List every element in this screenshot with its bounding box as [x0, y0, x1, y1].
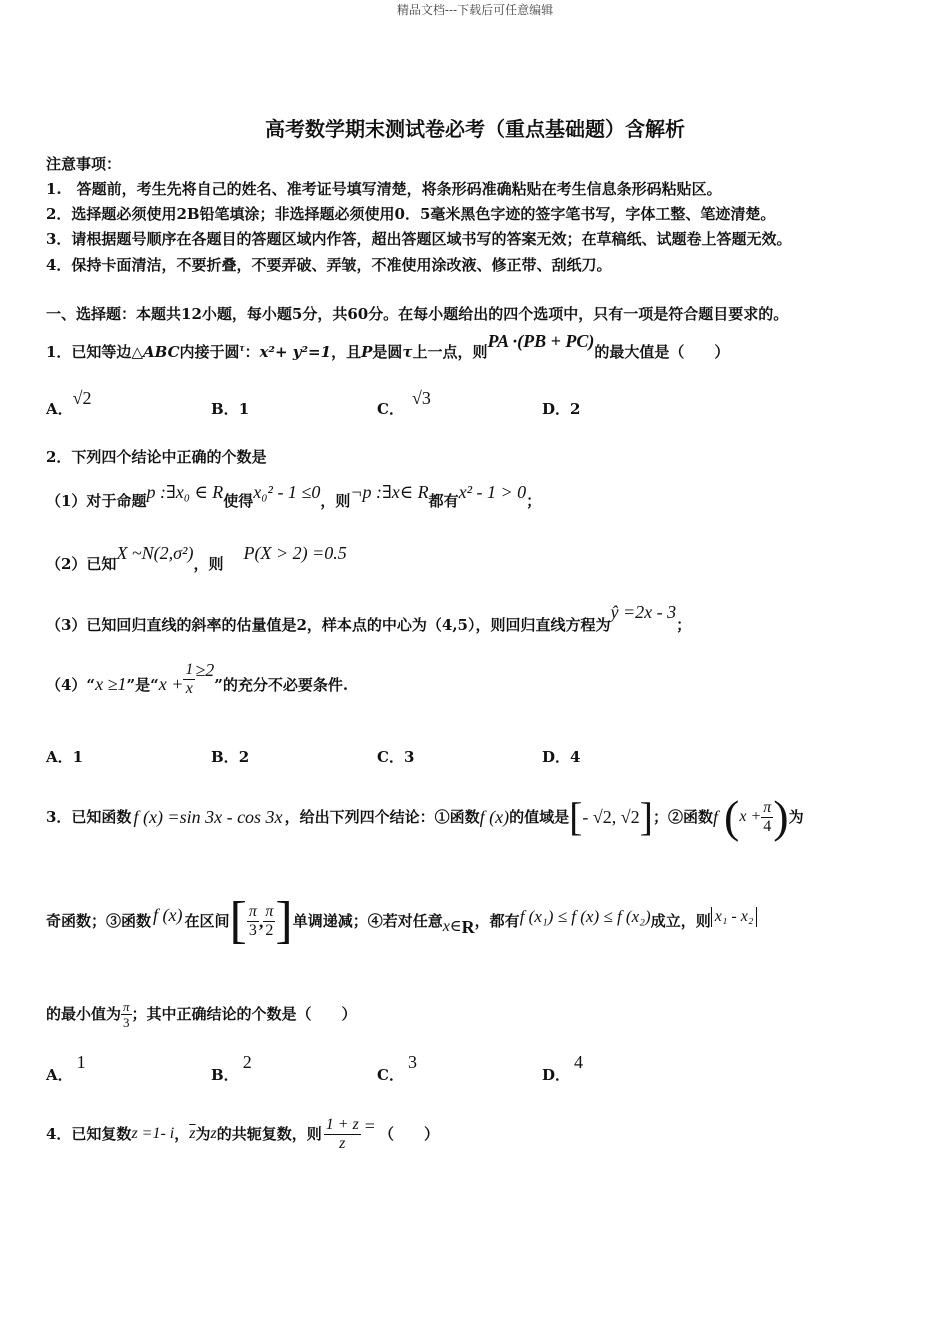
q3-text: ；其中正确结论的个数是（ ）: [131, 1005, 357, 1023]
q3-fraction: [247, 903, 259, 940]
q1-tau: τ: [402, 343, 413, 361]
q2-text: ”的充分不必要条件.: [214, 676, 349, 694]
option-label: B．: [211, 748, 239, 766]
q2-option-d[interactable]: [542, 746, 580, 767]
q4-equals: =: [364, 1116, 375, 1136]
q1-text: 上一点，则: [412, 343, 488, 361]
q1-option-d[interactable]: [542, 398, 580, 419]
question-3-line-3: [46, 992, 357, 1036]
q1-option-b[interactable]: [211, 398, 249, 419]
q2-math: x +: [158, 674, 184, 694]
q4-text: 4．已知复数: [46, 1125, 132, 1143]
option-label: C．: [377, 1066, 404, 1084]
q2-text: ；: [526, 492, 542, 510]
q3-option-c[interactable]: [377, 1052, 417, 1085]
fraction-denominator: z: [339, 1134, 346, 1152]
q1-text: 是圆: [372, 343, 403, 361]
q3-option-d[interactable]: [542, 1052, 584, 1085]
q2-text: （3）已知回归直线的斜率的估量值是2，样本点的中心为（4,5），则回归直线方程为: [46, 616, 611, 634]
notice-item: 3．请根据题号顺序在各题目的答题区域内作答，超出答题区域书写的答案无效；在草稿纸、试题卷上答题无效。: [46, 230, 792, 248]
q3-real-set: R: [461, 917, 475, 937]
question-3-line-1: [46, 791, 804, 842]
question-4-stem: [46, 1110, 439, 1158]
q1-option-a[interactable]: [46, 388, 92, 419]
option-value: 1: [238, 400, 250, 418]
q2-text: ，则: [193, 555, 224, 573]
q3-fraction: [263, 903, 275, 940]
q1-circle-equation: x²+ y²=1: [259, 343, 332, 361]
option-label: C．: [377, 748, 404, 766]
q3-text: 在区间: [184, 912, 230, 930]
option-value: √3: [411, 388, 431, 408]
notice-heading: 注意事项：: [46, 155, 122, 173]
q2-statement-4: [46, 660, 349, 698]
q3-text: ，给出下列四个结论：①函数: [284, 808, 480, 826]
notice-item: 1. 答题前，考生先将自己的姓名、准考证号填写清楚，将条形码准确粘贴在考生信息条形码粘贴区。: [46, 180, 722, 198]
q2-statement-3: [46, 602, 692, 635]
q4-conjugate: $\overline{z}$: [189, 1125, 196, 1142]
q1-tau: τ: [239, 342, 245, 354]
q2-option-b[interactable]: [211, 746, 249, 767]
q2-text: ，则: [320, 492, 351, 510]
q4-complex-number: z =1- i: [131, 1125, 175, 1142]
fraction-numerator: 1 + z: [325, 1115, 359, 1133]
q2-fraction: [183, 661, 195, 698]
q2-math: ŷ =2x - 3: [610, 602, 677, 622]
q3-text: 的最小值为: [46, 1005, 122, 1023]
q1-point: P: [361, 343, 373, 361]
q3-function: f (x): [153, 905, 183, 925]
option-value: 4: [570, 748, 581, 766]
option-label: C．: [377, 400, 404, 418]
q2-option-a[interactable]: [46, 746, 83, 767]
option-label: B．: [211, 1066, 239, 1084]
q3-text: 的值域是: [509, 808, 570, 826]
option-label: B．: [211, 400, 239, 418]
fraction-denominator: x: [185, 679, 193, 697]
q1-abc: ABC: [142, 343, 180, 361]
option-value: 2: [238, 748, 250, 766]
option-label: A．: [46, 1066, 73, 1084]
right-bracket: ]: [639, 794, 653, 839]
comma: ,: [258, 911, 264, 931]
option-label: D．: [542, 748, 571, 766]
q2-math: x² - 1 > 0: [458, 482, 527, 502]
q3-absolute-value: x₁ - x₂: [711, 907, 758, 927]
q2-text: 使得: [223, 492, 254, 510]
option-value: 1: [72, 748, 84, 766]
q1-text: 内接于圆: [179, 343, 240, 361]
q2-math: P(X > 2) =0.5: [243, 543, 347, 563]
option-label: D．: [542, 1066, 571, 1084]
q1-text: 的最大值是（ ）: [594, 343, 730, 361]
q3-text: 为: [788, 808, 804, 826]
q3-function: f: [713, 807, 719, 827]
left-bracket: [: [569, 794, 583, 839]
q3-text: 单调递减；④若对任意: [292, 912, 443, 930]
q3-option-a[interactable]: [46, 1052, 86, 1085]
q2-statement-2: [46, 543, 347, 574]
q2-text: 都有: [428, 492, 459, 510]
q2-text: （2）已知: [46, 555, 117, 573]
q4-text: 的共轭复数，则: [216, 1125, 322, 1143]
q2-math: x ≥1: [95, 674, 127, 694]
section-heading: 一、选择题：本题共12小题，每小题5分，共60分。在每小题给出的四个选项中，只有一项是符合题目要求的。: [46, 305, 789, 323]
q2-text: ；: [676, 616, 692, 634]
notice-item: 4．保持卡面清洁，不要折叠，不要弄破、弄皱，不准使用涂改液、修正带、刮纸刀。: [46, 256, 612, 274]
q2-math: p :∃x₀ ∈ R: [146, 482, 224, 502]
page-title: 高考数学期末测试卷必考（重点基础题）含解析: [265, 117, 685, 141]
q3-fraction: [761, 799, 773, 836]
option-value: 3: [407, 1052, 417, 1072]
q1-text: ，且: [331, 343, 362, 361]
option-label: A．: [46, 748, 73, 766]
q2-math: ≥2: [195, 660, 215, 680]
q3-text: 成立，则: [650, 912, 711, 930]
option-value: √2: [72, 388, 92, 408]
q3-function: f (x): [479, 807, 510, 827]
option-value: 2: [242, 1052, 252, 1072]
option-value: 1: [76, 1052, 86, 1072]
fraction-numerator: π: [763, 798, 772, 816]
fraction-numerator: π: [123, 998, 130, 1014]
q1-vector-expression: PA ·(PB + PC): [487, 331, 595, 351]
q2-statement-1: [46, 482, 542, 511]
q3-option-b[interactable]: [211, 1052, 252, 1085]
q2-option-c[interactable]: [377, 746, 414, 767]
question-2-stem: 2．下列四个结论中正确的个数是: [46, 448, 267, 466]
option-label: D．: [542, 400, 571, 418]
question-1-stem: [46, 331, 730, 362]
fraction-numerator: 1: [185, 660, 194, 678]
right-bracket: ]: [275, 892, 293, 949]
q4-z: z: [210, 1125, 217, 1142]
q4-text: ，: [174, 1125, 190, 1143]
q4-fraction: [324, 1116, 361, 1153]
fraction-denominator: 2: [265, 921, 274, 939]
q3-math: x∈: [442, 918, 462, 935]
page-header: 精品文档---下载后可任意编辑: [396, 3, 554, 17]
q3-fraction: [121, 999, 132, 1030]
q2-math: x₀² - 1 ≤0: [253, 482, 321, 502]
q1-text: 1．已知等边△: [46, 343, 143, 361]
q4-text: （ ）: [378, 1125, 439, 1143]
q2-math: ¬p :∃x∈ R: [350, 482, 429, 502]
q2-text: ”是“: [126, 676, 159, 694]
q3-text: ，都有: [474, 912, 520, 930]
q3-text: ；②函数: [653, 808, 714, 826]
left-bracket: [: [229, 892, 247, 949]
fraction-denominator: 3: [248, 921, 257, 939]
fraction-denominator: 3: [123, 1014, 130, 1030]
q3-function: f (x) =sin 3x - cos 3x: [133, 807, 283, 827]
q3-text: 奇函数；③函数: [46, 912, 152, 930]
q3-math: x +: [739, 808, 762, 825]
question-3-line-2: [46, 893, 757, 949]
q1-text: ：: [244, 343, 260, 361]
q2-math: X ~N(2,σ²): [116, 543, 194, 563]
fraction-denominator: 4: [763, 817, 772, 835]
right-paren: ): [773, 791, 789, 842]
q4-text: 为: [195, 1125, 211, 1143]
fraction-numerator: π: [265, 902, 274, 920]
q3-range: - √2, √2: [582, 807, 640, 827]
option-value: 4: [574, 1052, 584, 1072]
left-paren: (: [724, 791, 740, 842]
option-value: 3: [403, 748, 415, 766]
q3-text: 3．已知函数: [46, 808, 132, 826]
option-label: A．: [46, 400, 73, 418]
fraction-numerator: π: [248, 902, 257, 920]
q1-option-c[interactable]: [377, 388, 431, 419]
notice-item: 2．选择题必须使用2B铅笔填涂；非选择题必须使用0．5毫米黑色字迹的签字笔书写，字体工整、笔迹清楚。: [46, 205, 776, 223]
q2-text: （1）对于命题: [46, 492, 147, 510]
q2-text: （4）“: [46, 676, 96, 694]
option-value: 2: [570, 400, 581, 418]
q3-inequality: f (x₁) ≤ f (x) ≤ f (x₂): [519, 907, 651, 926]
